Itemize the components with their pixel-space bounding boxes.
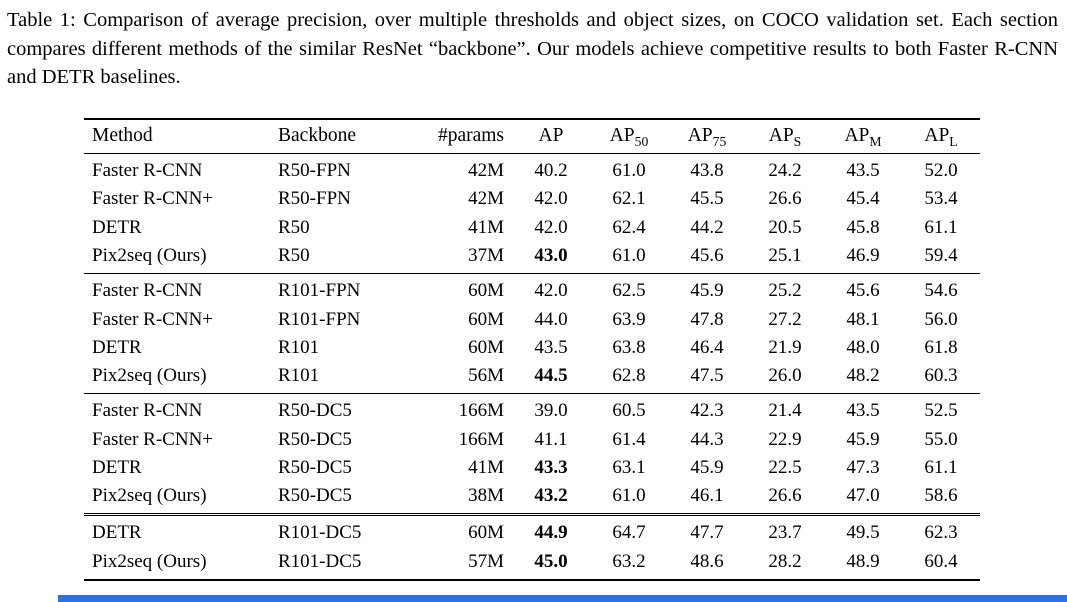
table-cell: 54.6 — [924, 280, 958, 302]
table-cell: 44.0 — [534, 308, 568, 330]
table-cell: 63.9 — [612, 308, 646, 330]
table-section — [84, 154, 980, 274]
table-cell: 47.5 — [690, 365, 724, 387]
table-cell: Faster R-CNN — [92, 280, 203, 302]
table-cell: R101 — [278, 336, 320, 358]
bottom-blue-strip — [58, 595, 1067, 602]
column-header-subscript: L — [949, 133, 958, 149]
table-row — [84, 394, 980, 426]
table-cell: DETR — [92, 216, 142, 238]
table-cell: R50 — [278, 216, 310, 238]
results-table — [84, 118, 980, 581]
table-cell: 21.4 — [768, 400, 802, 422]
table-cell: 43.3 — [534, 457, 568, 479]
table-cell: 62.3 — [924, 522, 958, 544]
table-cell: R101-DC5 — [278, 522, 362, 544]
table-row — [84, 185, 980, 213]
table-cell: 42.0 — [534, 216, 568, 238]
table-cell: 26.6 — [768, 188, 802, 210]
table-row — [84, 334, 980, 362]
column-header: $AP_S$ — [768, 125, 802, 149]
table-cell: R50-DC5 — [278, 457, 352, 479]
table-cell: 60.5 — [612, 400, 646, 422]
table-cell: 44.5 — [534, 365, 568, 387]
table-cell: 46.1 — [690, 485, 724, 507]
table-cell: 48.2 — [846, 365, 880, 387]
table-row — [84, 515, 980, 548]
table-cell: 42M — [468, 160, 504, 182]
table-cell: 61.0 — [612, 485, 646, 507]
table-cell: 48.6 — [690, 550, 724, 572]
table-cell: Pix2seq (Ours) — [92, 365, 207, 387]
table-row — [84, 482, 980, 515]
table-cell: 62.1 — [612, 188, 646, 210]
column-header: $AP_M$ — [844, 125, 882, 149]
table-cell: Pix2seq (Ours) — [92, 245, 207, 267]
table-cell: 62.5 — [612, 280, 646, 302]
table-cell: 63.8 — [612, 336, 646, 358]
table-cell: 61.4 — [612, 428, 646, 450]
table-cell: 46.9 — [846, 245, 880, 267]
table-cell: R50-DC5 — [278, 400, 352, 422]
table-row — [84, 242, 980, 274]
table-cell: 47.8 — [690, 308, 724, 330]
table-cell: R50-DC5 — [278, 428, 352, 450]
column-header: #params — [437, 125, 504, 147]
table-cell: 45.9 — [846, 428, 880, 450]
table-cell: 42.0 — [534, 280, 568, 302]
table-cell: 26.6 — [768, 485, 802, 507]
table-cell: 57M — [468, 550, 504, 572]
column-header-subscript: 75 — [712, 133, 727, 149]
table-cell: 45.6 — [690, 245, 724, 267]
table-cell: R50-DC5 — [278, 485, 352, 507]
table-cell: 45.4 — [846, 188, 880, 210]
table-cell: 20.5 — [768, 216, 802, 238]
table-cell: 44.9 — [534, 522, 568, 544]
table-cell: Faster R-CNN+ — [92, 428, 214, 450]
column-header: AP — [538, 125, 564, 147]
table-cell: 25.2 — [768, 280, 802, 302]
table-header — [84, 119, 980, 154]
table-cell: 56.0 — [924, 308, 958, 330]
table-cell: 44.3 — [690, 428, 724, 450]
table-cell: 43.5 — [534, 336, 568, 358]
table-cell: 45.9 — [690, 457, 724, 479]
table-cell: 63.2 — [612, 550, 646, 572]
table-cell: 55.0 — [924, 428, 958, 450]
table-row — [84, 426, 980, 454]
table-cell: 52.5 — [924, 400, 958, 422]
column-header: $AP_{75}$ — [687, 125, 727, 149]
table-cell: R101-DC5 — [278, 550, 362, 572]
table-cell: 43.5 — [846, 400, 880, 422]
table-cell: DETR — [92, 522, 142, 544]
table-cell: 61.1 — [924, 457, 958, 479]
table-cell: 45.5 — [690, 188, 724, 210]
table-cell: R50 — [278, 245, 310, 267]
column-header: $AP_{50}$ — [609, 125, 649, 149]
table-cell: 25.1 — [768, 245, 802, 267]
table-cell: 60.4 — [924, 550, 958, 572]
table-cell: 43.8 — [690, 160, 724, 182]
table-cell: 41M — [468, 216, 504, 238]
table-cell: 48.0 — [846, 336, 880, 358]
table-cell: 49.5 — [846, 522, 880, 544]
table-cell: DETR — [92, 336, 142, 358]
table-cell: 43.0 — [534, 245, 568, 267]
table-cell: 56M — [468, 365, 504, 387]
table-cell: 22.9 — [768, 428, 802, 450]
table-cell: 59.4 — [924, 245, 958, 267]
table-cell: Faster R-CNN — [92, 400, 203, 422]
table-cell: 43.5 — [846, 160, 880, 182]
table-cell: 27.2 — [768, 308, 802, 330]
table-cell: R101-FPN — [278, 280, 361, 302]
table-section — [84, 515, 980, 580]
table-cell: 60M — [468, 280, 504, 302]
table-cell: 53.4 — [924, 188, 958, 210]
table-section — [84, 394, 980, 515]
table-cell: R50-FPN — [278, 160, 351, 182]
column-header: $AP_L$ — [924, 125, 958, 149]
table-cell: 47.7 — [690, 522, 724, 544]
table-cell: R101-FPN — [278, 308, 361, 330]
table-row — [84, 454, 980, 482]
table-cell: 37M — [468, 245, 504, 267]
table-cell: 47.0 — [846, 485, 880, 507]
table-cell: Faster R-CNN — [92, 160, 203, 182]
table-cell: 39.0 — [534, 400, 568, 422]
table-head-row — [84, 119, 980, 154]
table-section — [84, 274, 980, 394]
table-cell: 61.0 — [612, 160, 646, 182]
table-row — [84, 362, 980, 394]
table-cell: 22.5 — [768, 457, 802, 479]
table-cell: 38M — [468, 485, 504, 507]
table-cell: 23.7 — [768, 522, 802, 544]
table-cell: 47.3 — [846, 457, 880, 479]
table-cell: 60M — [468, 336, 504, 358]
column-header-subscript: S — [793, 133, 802, 149]
column-header: Method — [92, 125, 153, 147]
table-cell: 60M — [468, 522, 504, 544]
table-cell: 48.1 — [846, 308, 880, 330]
table-cell: 44.2 — [690, 216, 724, 238]
table-cell: 28.2 — [768, 550, 802, 572]
table-cell: Faster R-CNN+ — [92, 308, 214, 330]
table-cell: 60M — [468, 308, 504, 330]
table-cell: 46.4 — [690, 336, 724, 358]
table-cell: 166M — [458, 428, 504, 450]
table-row — [84, 548, 980, 580]
table-cell: 45.6 — [846, 280, 880, 302]
table-cell: 41.1 — [534, 428, 568, 450]
table-cell: 42M — [468, 188, 504, 210]
table-cell: 45.8 — [846, 216, 880, 238]
table-row — [84, 214, 980, 242]
table-cell: 61.0 — [612, 245, 646, 267]
table-caption: Table 1: Comparison of average precision, over multiple thresholds and object sizes, on COCO validation set. Each section compares different methods of the similar ResNet “backbone”. Our models achieve competitive results to both Faster R-CNN and DETR baselines. — [7, 9, 1058, 89]
table-cell: 61.8 — [924, 336, 958, 358]
table-cell: 62.4 — [612, 216, 646, 238]
table-cell: 45.0 — [534, 550, 568, 572]
table-cell: 166M — [458, 400, 504, 422]
table-cell: DETR — [92, 457, 142, 479]
table-cell: 40.2 — [534, 160, 568, 182]
column-header-subscript: M — [869, 133, 882, 149]
table-cell: 61.1 — [924, 216, 958, 238]
table-cell: 62.8 — [612, 365, 646, 387]
table-cell: 24.2 — [768, 160, 802, 182]
table-cell: 52.0 — [924, 160, 958, 182]
table-row — [84, 154, 980, 186]
column-header-subscript: 50 — [634, 133, 649, 149]
table-cell: 42.3 — [690, 400, 724, 422]
table-cell: 41M — [468, 457, 504, 479]
table-cell: Pix2seq (Ours) — [92, 550, 207, 572]
column-header: Backbone — [278, 125, 356, 147]
table-cell: 64.7 — [612, 522, 646, 544]
table-cell: 26.0 — [768, 365, 802, 387]
table-row — [84, 305, 980, 333]
table-cell: 21.9 — [768, 336, 802, 358]
table-cell: 48.9 — [846, 550, 880, 572]
table-cell: Faster R-CNN+ — [92, 188, 214, 210]
table-cell: 60.3 — [924, 365, 958, 387]
table-cell: R101 — [278, 365, 320, 387]
table-cell: Pix2seq (Ours) — [92, 485, 207, 507]
table-cell: 45.9 — [690, 280, 724, 302]
table-row — [84, 274, 980, 306]
table-cell: 42.0 — [534, 188, 568, 210]
table-cell: 43.2 — [534, 485, 568, 507]
table-cell: 58.6 — [924, 485, 958, 507]
table-cell: R50-FPN — [278, 188, 351, 210]
table-cell: 63.1 — [612, 457, 646, 479]
